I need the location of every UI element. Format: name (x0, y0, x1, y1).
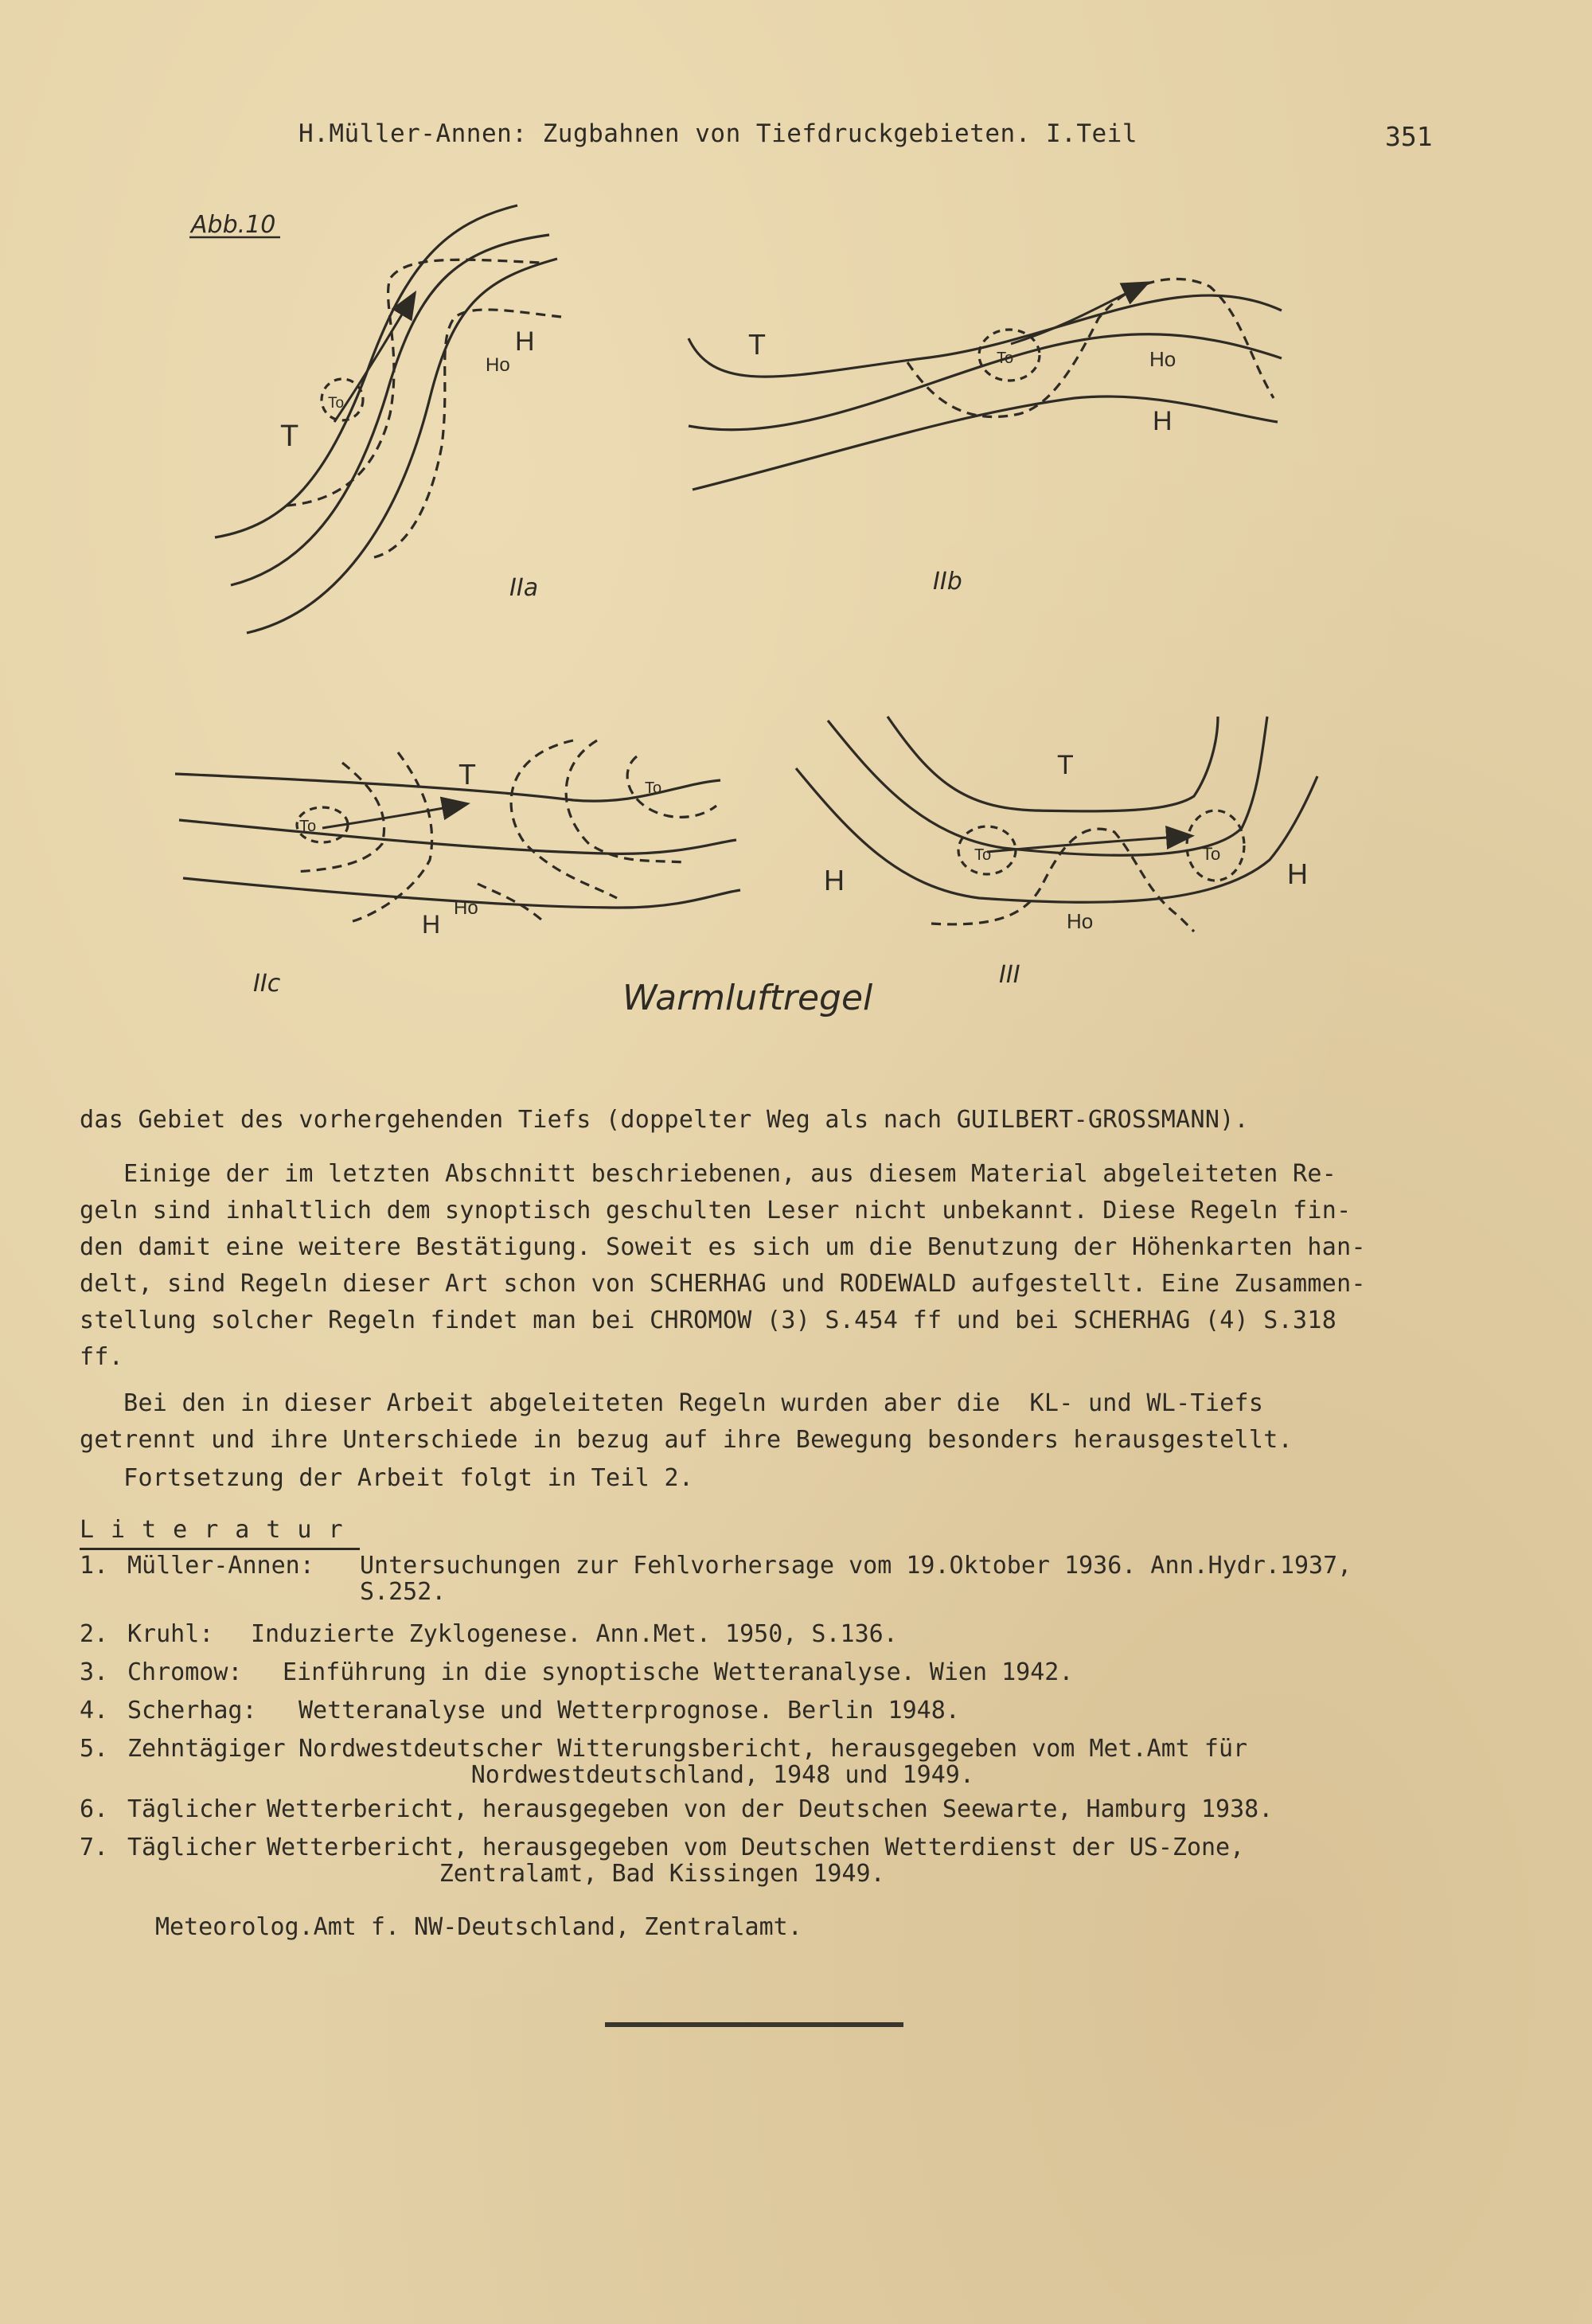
paragraph-1: das Gebiet des vorhergehenden Tiefs (doppelter Weg als nach GUILBERT-GROSSMANN). (80, 1106, 1249, 1134)
list-item-author: Kruhl: (127, 1620, 214, 1648)
paragraph-4: Fortsetzung der Arbeit folgt in Teil 2. (80, 1464, 694, 1492)
paragraph-2-line: den damit eine weitere Bestätigung. Soweit es sich um die Benutzung der Höhenkarten han- (80, 1233, 1366, 1261)
list-item-author: Täglicher (127, 1795, 257, 1823)
list-item-author: Chromow: (127, 1658, 243, 1686)
IIb-To: To (997, 350, 1014, 367)
panel-label-III: III (999, 961, 1020, 989)
list-item-number: 5. (80, 1735, 109, 1763)
list-item-title: Einführung in die synoptische Wetteranalyse. Wien 1942. (283, 1658, 1074, 1686)
list-item-title: Wetterbericht, herausgegeben vom Deutschen Wetterdienst der US-Zone, Zentralamt, Bad Kissingen 1949. (267, 1834, 1245, 1888)
list-item-number: 3. (80, 1658, 109, 1686)
IIc-To-right: To (645, 779, 662, 797)
III-Ho: Ho (1067, 909, 1094, 933)
IIb-Ho: Ho (1149, 347, 1176, 371)
panel-IIc (175, 740, 740, 922)
paragraph-2-line: delt, sind Regeln dieser Art schon von SCHERHAG und RODEWALD aufgestellt. Eine Zusammen- (80, 1270, 1366, 1298)
panel-III (796, 717, 1317, 932)
IIc-T: T (458, 758, 476, 791)
IIa-T: T (280, 420, 299, 453)
III-H-left: H (824, 864, 845, 896)
figure-caption: Warmluftregel (622, 978, 873, 1018)
list-item-title: Wetteranalyse und Wetterprognose. Berlin 1948. (298, 1697, 960, 1724)
IIb-H: H (1153, 406, 1173, 436)
list-item-number: 6. (80, 1795, 109, 1823)
figure-abb10 (0, 0, 1592, 1059)
list-item-author: Müller-Annen: (127, 1552, 314, 1580)
list-item-author: Zehntägiger (127, 1735, 286, 1763)
panel-label-IIa: IIa (509, 574, 539, 602)
panel-IIa (215, 205, 561, 633)
IIc-To-left: To (299, 818, 317, 835)
paragraph-3-line: Bei den in dieser Arbeit abgeleiteten Regeln wurden aber die KL- und WL-Tiefs (80, 1389, 1264, 1417)
list-item-title: Untersuchungen zur Fehlvorhersage vom 19.Oktober 1936. Ann.Hydr.1937, S.252. (360, 1552, 1352, 1606)
panel-label-IIc: IIc (253, 970, 281, 998)
III-H-right: H (1287, 857, 1308, 890)
list-item-number: 4. (80, 1697, 109, 1724)
list-item-title: Nordwestdeutscher Witterungsbericht, herausgegeben vom Met.Amt für Nordwestdeutschland, 1948 und 1949. (298, 1735, 1248, 1789)
IIa-Ho: Ho (486, 354, 510, 376)
abb-label: Abb.10 (191, 211, 276, 239)
list-item-number: 7. (80, 1834, 109, 1861)
list-item-number: 1. (80, 1552, 109, 1580)
running-header: H.Müller-Annen: Zugbahnen von Tiefdruckgebieten. I.Teil (298, 119, 1137, 148)
IIc-Ho: Ho (454, 897, 478, 919)
paragraph-3-line: getrennt und ihre Unterschiede in bezug auf ihre Bewegung besonders herausgestellt. (80, 1426, 1294, 1454)
list-item-author: Täglicher (127, 1834, 257, 1861)
paragraph-2-line: Einige der im letzten Abschnitt beschriebenen, aus diesem Material abgeleiteten Re- (80, 1160, 1337, 1188)
list-item-title: Wetterbericht, herausgegeben von der Deutschen Seewarte, Hamburg 1938. (267, 1795, 1274, 1823)
panel-IIb (689, 279, 1282, 490)
panel-label-IIb: IIb (933, 568, 962, 596)
list-item-title: Induzierte Zyklogenese. Ann.Met. 1950, S.136. (251, 1620, 898, 1648)
weather-diagram (0, 0, 1592, 1059)
list-item-number: 2. (80, 1620, 109, 1648)
IIa-To: To (328, 395, 345, 412)
IIc-H: H (422, 910, 441, 939)
III-To-left: To (974, 846, 992, 864)
III-T: T (1057, 750, 1074, 780)
paragraph-2-line: geln sind inhaltlich dem synoptisch geschulten Leser nicht unbekannt. Diese Regeln fin- (80, 1197, 1352, 1224)
institution-note: Meteorolog.Amt f. NW-Deutschland, Zentralamt. (155, 1913, 802, 1941)
IIa-H: H (515, 326, 535, 357)
page-number: 351 (1385, 121, 1433, 152)
paragraph-2-line: ff. (80, 1343, 124, 1371)
end-rule (605, 2022, 903, 2027)
list-item-author: Scherhag: (127, 1697, 257, 1724)
paragraph-2-line: stellung solcher Regeln findet man bei CHROMOW (3) S.454 ff und bei SCHERHAG (4) S.318 (80, 1307, 1337, 1334)
III-To-right: To (1202, 844, 1221, 864)
literature-heading: Literatur (80, 1514, 360, 1550)
IIb-T: T (748, 328, 766, 361)
